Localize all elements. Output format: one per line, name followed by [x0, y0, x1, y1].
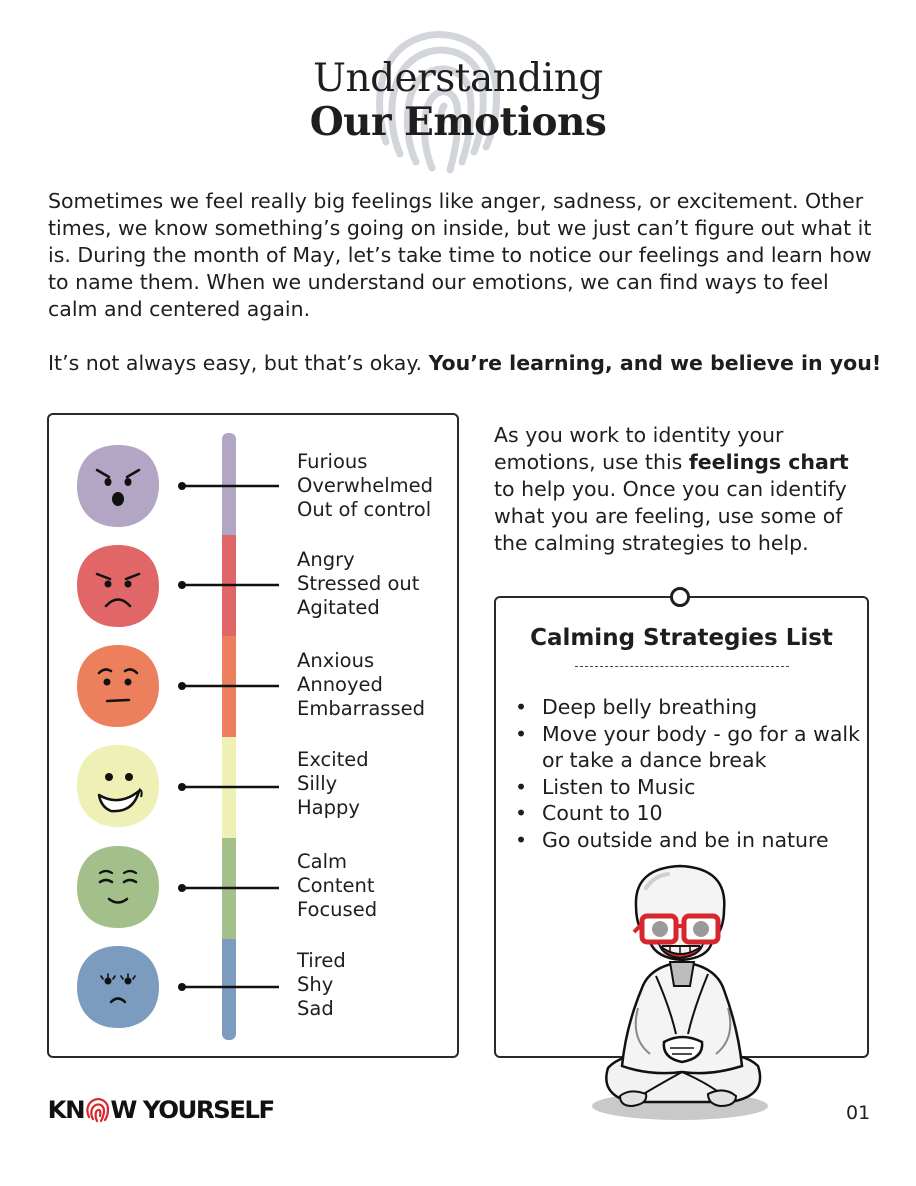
connector-line	[177, 681, 279, 691]
list-item	[512, 800, 862, 827]
feeling-label: Silly	[297, 772, 338, 795]
chart-instructions-text-1: As you work to identity your emotions, use this	[494, 423, 784, 474]
strategy-text: Deep belly breathing	[542, 695, 758, 719]
angry-face-icon	[75, 543, 161, 629]
intro-paragraph: Sometimes we feel really big feelings like anger, sadness, or excitement. Other times, we know something’s going on inside, but we just can’t figure out what it is. During the month of May, let’s take time to notice our feelings and learn how to name them. When we understand our emotions, we can find ways to feel calm and centered again.	[48, 189, 872, 321]
meditating-skeleton-mascot-icon	[590, 858, 775, 1128]
bullet: •	[515, 774, 528, 799]
feelings-group-angry	[297, 548, 419, 620]
feeling-label: Sad	[297, 997, 334, 1020]
encouragement-text: It’s not always easy, but that’s okay.	[48, 351, 429, 375]
encouragement-bold-text: You’re learning, and we believe in you!	[428, 351, 882, 375]
hanging-ring-icon	[670, 587, 690, 607]
feeling-label: Focused	[297, 898, 378, 921]
feeling-label: Stressed out	[297, 572, 420, 595]
list-item	[512, 827, 862, 854]
feeling-label: Out of control	[297, 498, 432, 521]
feeling-label: Angry	[297, 548, 355, 571]
feeling-label: Shy	[297, 973, 334, 996]
anxious-face-icon	[75, 643, 161, 729]
feeling-label: Agitated	[297, 596, 380, 619]
know-yourself-logo	[48, 1093, 272, 1127]
strategy-text: Listen to Music	[542, 774, 696, 799]
strategy-text: Move your body - go for a walk or take a dance break	[542, 721, 860, 772]
strategies-title: Calming Strategies List	[530, 625, 833, 651]
chart-instructions-text-2: to help you. Once you can identify what you are feeling, use some of the calming strategies to help.	[494, 477, 847, 555]
page-title-line-1: Understanding	[313, 56, 603, 101]
bullet: •	[515, 827, 528, 852]
feeling-label: Excited	[297, 748, 369, 771]
page-title-line-2: Our Emotions	[309, 99, 607, 145]
sad-face-icon	[75, 944, 161, 1030]
title-divider	[575, 666, 789, 667]
feeling-label: Embarrassed	[297, 697, 425, 720]
feeling-label: Anxious	[297, 649, 375, 672]
furious-face-icon	[75, 443, 161, 529]
feeling-label: Content	[297, 874, 375, 897]
calm-face-icon	[75, 844, 161, 930]
happy-face-icon	[75, 743, 161, 829]
strategies-list	[512, 694, 862, 853]
list-item	[512, 774, 862, 801]
strategy-text: Go outside and be in nature	[542, 827, 829, 852]
feelings-group-happy	[297, 748, 369, 820]
logo-text-end: W YOURSELF	[110, 1096, 274, 1124]
feeling-label: Annoyed	[297, 673, 383, 696]
bullet: •	[515, 721, 528, 746]
feeling-label: Tired	[297, 949, 346, 972]
connector-line	[177, 481, 279, 491]
connector-line	[177, 782, 279, 792]
connector-line	[177, 982, 279, 992]
feelings-group-sad	[297, 949, 346, 1021]
feelings-group-furious	[297, 450, 433, 522]
feeling-label: Happy	[297, 796, 360, 819]
fingerprint-logo-icon	[85, 1097, 111, 1123]
page-number: 01	[846, 1102, 871, 1124]
encouragement-paragraph	[48, 350, 888, 377]
feelings-group-anxious	[297, 649, 425, 721]
bullet: •	[515, 801, 528, 825]
logo-text-start: KN	[47, 1096, 85, 1124]
bullet: •	[515, 695, 528, 719]
feeling-label: Overwhelmed	[297, 474, 433, 497]
chart-instructions	[494, 422, 874, 557]
connector-line	[177, 883, 279, 893]
strategy-text: Count to 10	[542, 801, 663, 825]
feeling-label: Calm	[297, 850, 347, 873]
connector-line	[177, 580, 279, 590]
chart-instructions-bold: feelings chart	[688, 450, 849, 474]
feelings-group-calm	[297, 850, 377, 922]
list-item	[512, 721, 862, 774]
feeling-label: Furious	[297, 450, 368, 473]
list-item	[512, 694, 862, 721]
